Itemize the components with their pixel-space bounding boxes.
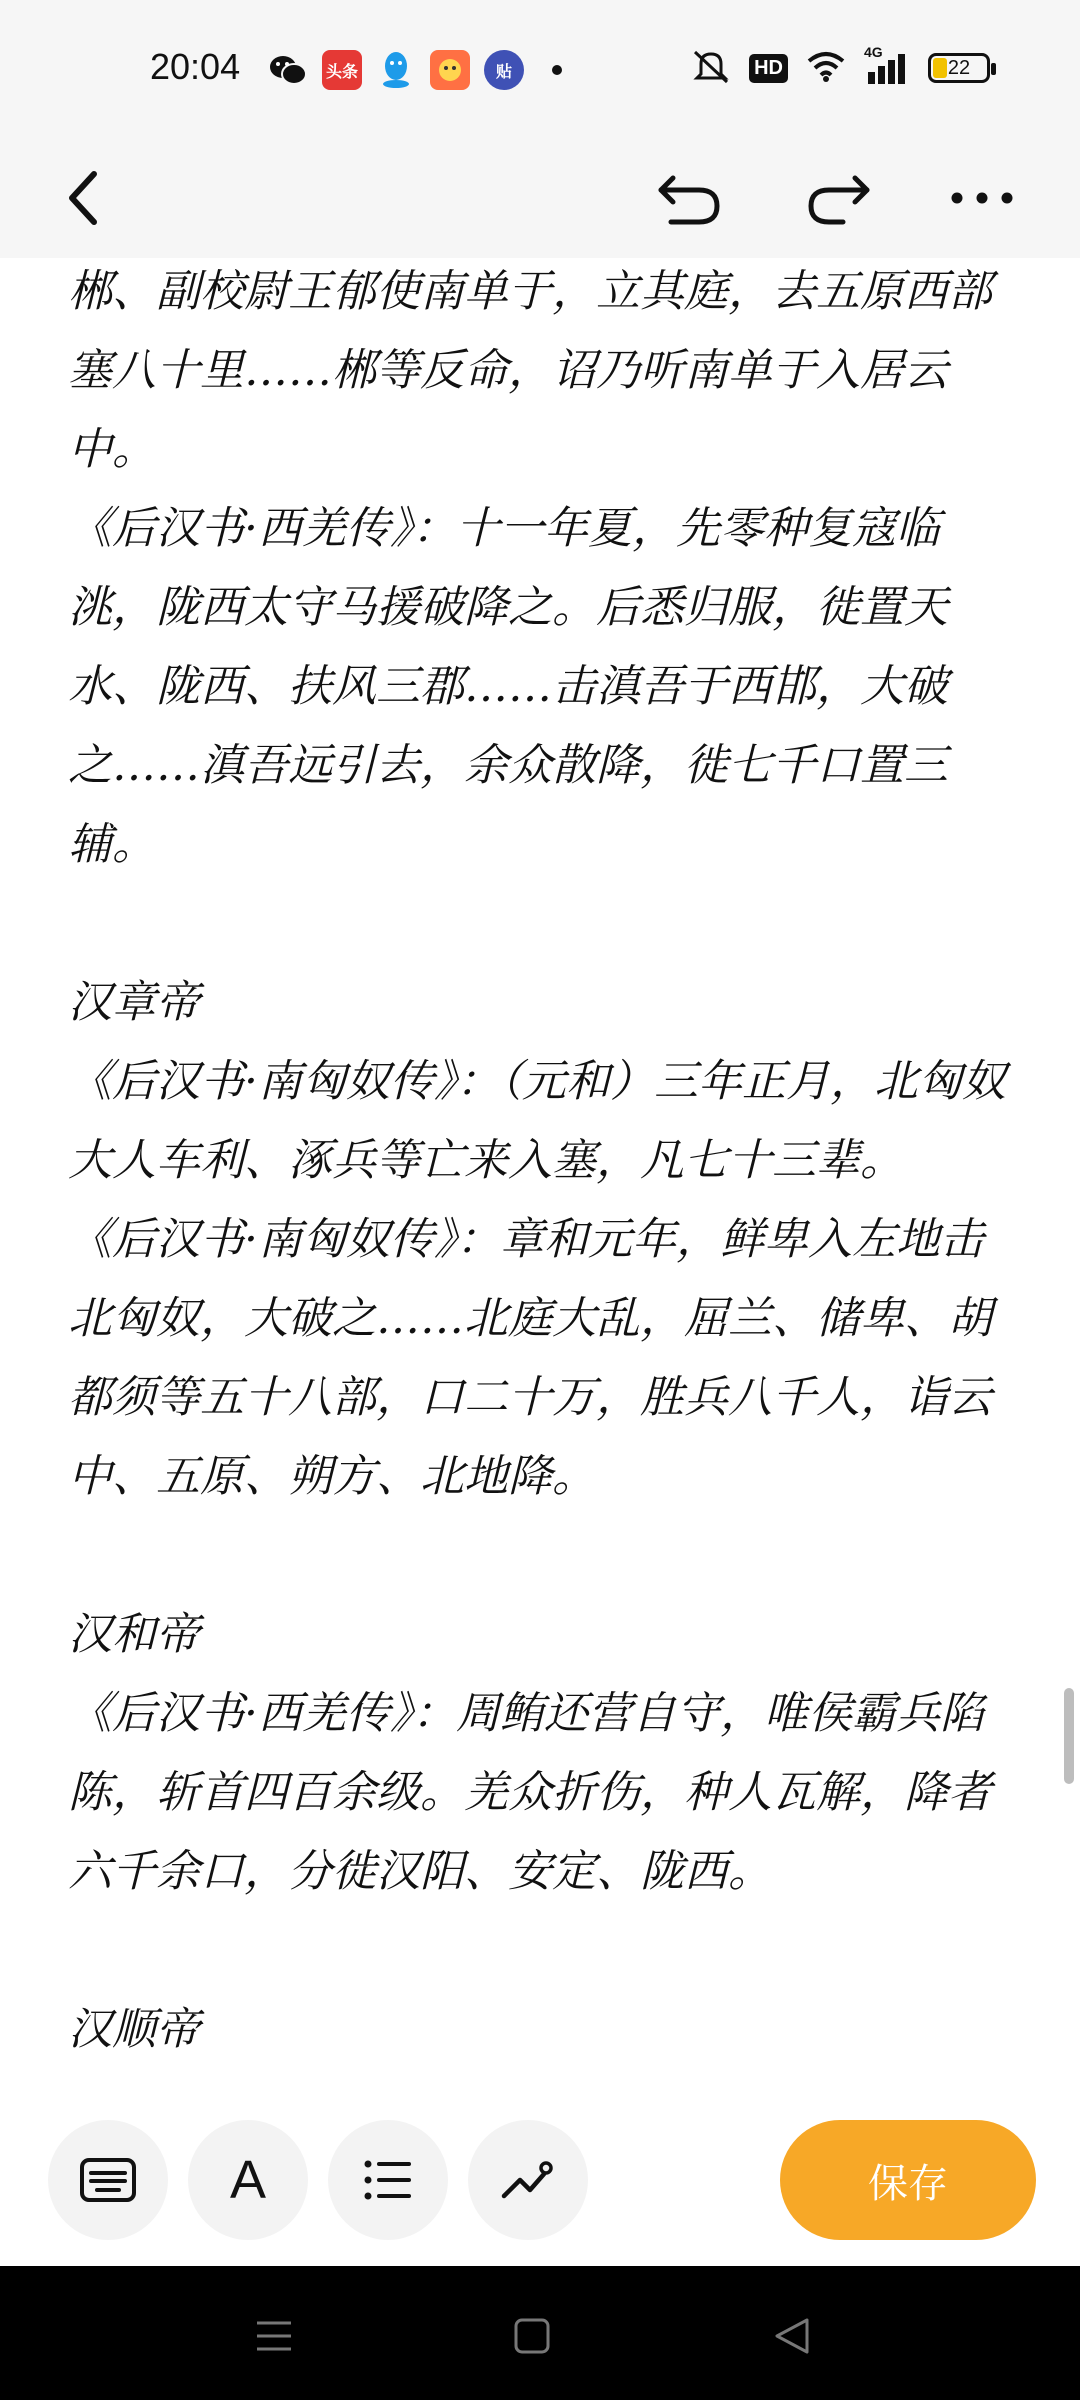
text-format-button[interactable] [188,2120,308,2240]
toutiao-icon: 头条 [322,50,362,90]
edit-bar [0,2092,1080,2266]
chevron-left-icon [62,170,106,226]
menu-button[interactable] [244,2306,304,2366]
save-button[interactable]: 保存 [780,2120,1036,2240]
battery-level: 22 [947,56,971,79]
section-heading[interactable]: 汉和帝 [68,1609,200,1660]
home-button[interactable] [502,2306,562,2366]
note-editor[interactable] [68,252,1018,2092]
scrollbar-thumb[interactable] [1064,1688,1074,1784]
system-nav-bar [0,2266,1080,2400]
blank-line[interactable] [68,884,1018,963]
undo-icon [655,168,725,228]
menu-icon [254,2319,294,2353]
undo-button[interactable] [650,158,730,238]
redo-button[interactable] [798,158,878,238]
status-bar [0,0,1080,140]
hd-badge: HD [749,54,788,83]
more-horizontal-icon [949,190,1015,206]
text-format-icon: A [229,2150,267,2210]
paragraph[interactable]: 郴、副校尉王郁使南单于，立其庭，去五原西部塞八十里……郴等反命，诏乃听南单于入居云中。 [68,266,992,475]
blank-line[interactable] [68,1516,1018,1595]
list-icon [363,2158,413,2202]
tieba-icon: 贴 [484,50,524,90]
section-heading[interactable]: 汉章帝 [68,977,200,1028]
blank-line[interactable] [68,1911,1018,1990]
square-home-icon [513,2317,551,2355]
app-icon [430,50,470,90]
paragraph[interactable]: 《后汉书·南匈奴传》：章和元年，鲜卑入左地击北匈奴，大破之……北庭大乱，屈兰、储卑、胡都须等五十八部，口二十万，胜兵八千人，诣云中、五原、朔方、北地降。 [68,1214,992,1502]
paragraph[interactable]: 《后汉书·南匈奴传》：（元和）三年正月，北匈奴大人车利、涿兵等亡来入塞，凡七十三辈。 [68,1056,1006,1186]
paragraph[interactable]: 《后汉书·西羌传》：周鲔还营自守，唯侯霸兵陷陈，斩首四百余级。羌众折伤，种人瓦解，降者六千余口，分徙汉阳、安定、陇西。 [68,1688,992,1897]
qq-icon [376,50,416,90]
redo-icon [803,168,873,228]
back-button[interactable] [44,158,124,238]
notification-icons [268,50,562,90]
section-heading[interactable]: 汉顺帝 [68,2004,200,2055]
cellular-signal-icon: 4G [864,50,910,86]
battery-icon [928,53,990,83]
paragraph[interactable]: 《后汉书·西羌传》：十一年夏，先零种复寇临洮，陇西太守马援破降之。后悉归服，徙置天水、陇西、扶风三郡……击滇吾于西邯，大破之……滇吾远引去，余众散降，徙七千口置三辅。 [68,503,948,870]
editor-toolbar [0,140,1080,258]
more-notifications-dot [552,65,562,75]
list-button[interactable] [328,2120,448,2240]
system-back-button[interactable] [762,2306,822,2366]
triangle-back-icon [773,2316,811,2356]
keyboard-icon [79,2157,137,2203]
wechat-icon [268,50,308,90]
more-options-button[interactable] [942,158,1022,238]
system-indicators [691,44,990,88]
wifi-icon [806,50,846,86]
keyboard-button[interactable] [48,2120,168,2240]
status-time: 20:04 [150,46,241,87]
draw-button[interactable] [468,2120,588,2240]
mute-icon [691,48,731,88]
brush-icon [500,2158,556,2202]
